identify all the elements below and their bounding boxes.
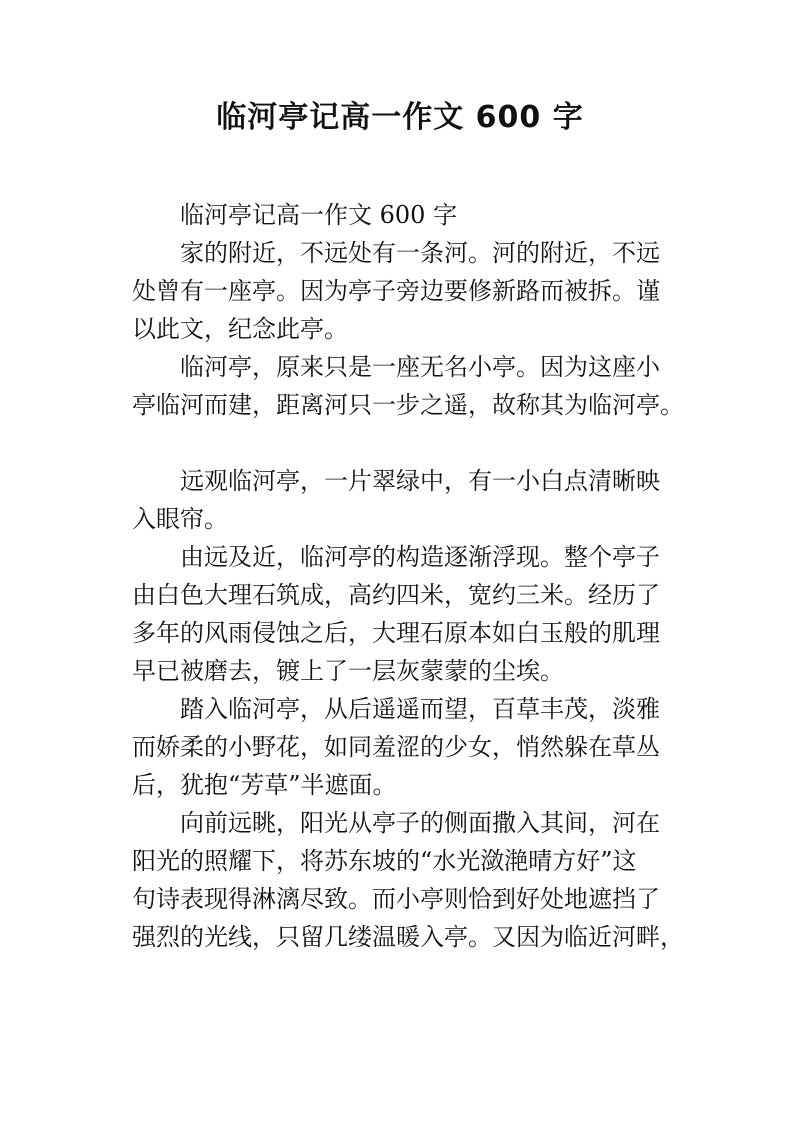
paragraph-gap <box>132 424 672 462</box>
paragraph-subtitle <box>132 196 672 234</box>
document-body <box>132 196 684 956</box>
document-title: 临河亭记高一作文 600 字 <box>216 100 584 135</box>
text-line: 入眼帘。 <box>132 505 228 533</box>
text-line: 向前远眺，阳光从亭子的侧面撒入其间，河在 <box>180 809 660 837</box>
paragraph-distant-view <box>132 462 672 538</box>
text-line: 以此文，纪念此亭。 <box>132 315 348 343</box>
text-line: 后，犹抱“芳草”半遮面。 <box>132 771 397 799</box>
text-line: 强烈的光线，只留几缕温暖入亭。又因为临近河畔， <box>132 923 684 951</box>
text-line: 阳光的照耀下，将苏东坡的“水光潋滟晴方好”这 <box>132 847 637 875</box>
text-line: 句诗表现得淋漓尽致。而小亭则恰到好处地遮挡了 <box>132 885 660 913</box>
text-line: 早已被磨去，镀上了一层灰蒙蒙的尘埃。 <box>132 657 564 685</box>
text-line: 由远及近，临河亭的构造逐渐浮现。整个亭子 <box>180 543 660 571</box>
text-line: 临河亭记高一作文 600 字 <box>180 201 458 229</box>
paragraph-looking-ahead <box>132 804 684 956</box>
paragraph-intro <box>132 234 672 348</box>
text-line: 临河亭，原来只是一座无名小亭。因为这座小 <box>180 353 660 381</box>
paragraph-entering <box>132 690 672 804</box>
text-line: 家的附近，不远处有一条河。河的附近，不远 <box>180 239 660 267</box>
paragraph-name-origin <box>132 348 684 424</box>
text-line: 远观临河亭，一片翠绿中，有一小白点清晰映 <box>180 467 660 495</box>
text-line: 踏入临河亭，从后遥遥而望，百草丰茂，淡雅 <box>180 695 660 723</box>
text-line: 多年的风雨侵蚀之后，大理石原本如白玉般的肌理 <box>132 619 660 647</box>
text-line: 亭临河而建，距离河只一步之遥，故称其为临河亭。 <box>132 391 684 419</box>
paragraph-structure <box>132 538 672 690</box>
text-line: 处曾有一座亭。因为亭子旁边要修新路而被拆。谨 <box>132 277 660 305</box>
text-line: 而娇柔的小野花，如同羞涩的少女，悄然躲在草丛 <box>132 733 660 761</box>
text-line: 由白色大理石筑成，高约四米，宽约三米。经历了 <box>132 581 660 609</box>
